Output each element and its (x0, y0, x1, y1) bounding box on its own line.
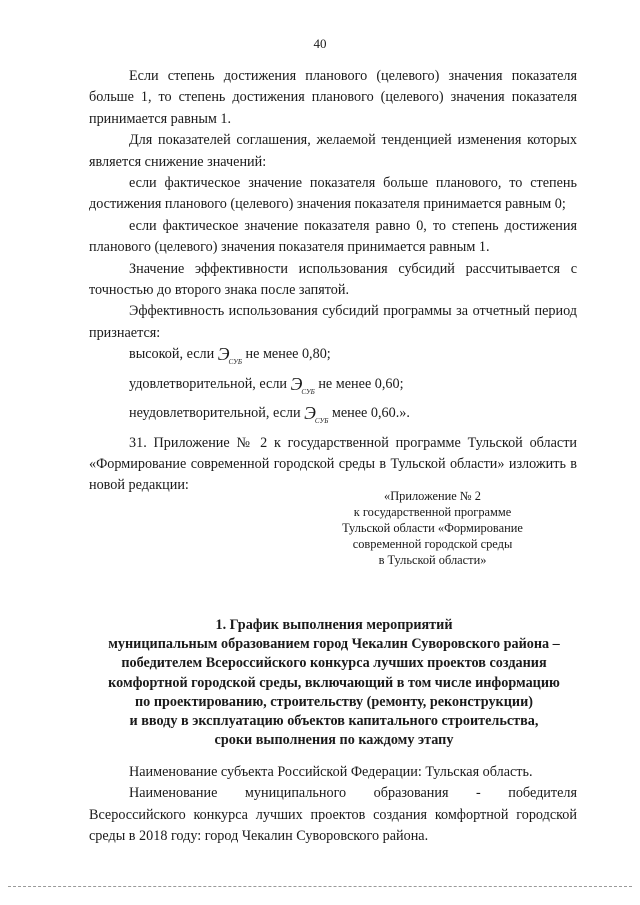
appendix-header (0, 488, 640, 568)
efficiency-symbol: $Э_{СУБ}$ (304, 403, 329, 426)
heading-line: по проектированию, строительству (ремонту, реконструкции) (135, 693, 533, 710)
appendix-line: современной городской среды (352, 537, 513, 551)
heading-line: сроки выполнения по каждому этапу (214, 732, 454, 749)
municipality-line: Наименование муниципального образования - победителя Всероссийского конкурса лучших проектов создания комфортной городской среды в 2018 году: город Чекалин Суворовского района. (89, 785, 577, 845)
heading-line: победителем Всероссийского конкурса лучших проектов создания (121, 655, 547, 672)
paragraph: если фактическое значение показателя больше планового, то степень достижения планового (целевого) значения показателя принимается равным 0; (89, 175, 577, 213)
page-bottom-divider (8, 886, 632, 887)
heading-line: комфортной городской среды, включающий в том числе информацию (108, 674, 560, 691)
condition-threshold: не менее 0,60; (318, 375, 404, 392)
subject-line: Наименование субъекта Российской Федерации: Тульская область. (129, 764, 533, 780)
condition-satisfactory (89, 374, 577, 403)
condition-label: неудовлетворительной, если (129, 405, 301, 422)
efficiency-symbol: $Э_{СУБ}$ (217, 344, 242, 367)
paragraph: Если степень достижения планового (целевого) значения показателя больше 1, то степень достижения планового (целевого) значения показателя принимается равным 1. (89, 68, 577, 127)
efficiency-symbol: $Э_{СУБ}$ (290, 373, 315, 396)
footer-text (89, 762, 577, 848)
appendix-line: «Приложение № 2 (384, 489, 481, 503)
paragraph: Эффективность использования субсидий программы за отчетный период признается: (89, 303, 577, 341)
condition-label: удовлетворительной, если (129, 375, 288, 392)
condition-threshold: менее 0,60.». (331, 405, 410, 422)
body-text (89, 66, 577, 497)
paragraph: если фактическое значение показателя равно 0, то степень достижения планового (целевого) значения показателя принимается равным 1. (89, 217, 577, 256)
appendix-line: Тульской области «Формирование (342, 521, 523, 535)
amendment-paragraph: 31. Приложение № 2 к государственной программе Тульской области «Формирование современной городской среды в Тульской области» изложить в новой редакции: (89, 434, 577, 494)
paragraph: Для показателей соглашения, желаемой тенденцией изменения которых является снижение значений: (89, 132, 577, 170)
appendix-line: в Тульской области» (378, 553, 487, 567)
appendix-line: к государственной программе (353, 505, 512, 519)
heading-line: 1. График выполнения мероприятий (215, 617, 453, 633)
heading-line: и вводу в эксплуатацию объектов капитального строительства, (129, 713, 539, 730)
paragraph: Значение эффективности использования субсидий рассчитывается с точностью до второго знака после запятой. (89, 260, 577, 299)
condition-unsatisfactory (89, 403, 577, 432)
condition-label: высокой, если (129, 346, 215, 363)
condition-high (89, 344, 577, 373)
section-heading (84, 616, 584, 750)
heading-line: муниципальным образованием город Чекалин Суворовского района – (108, 636, 560, 653)
page-number: 40 (313, 36, 327, 51)
condition-threshold: не менее 0,80; (245, 346, 331, 363)
